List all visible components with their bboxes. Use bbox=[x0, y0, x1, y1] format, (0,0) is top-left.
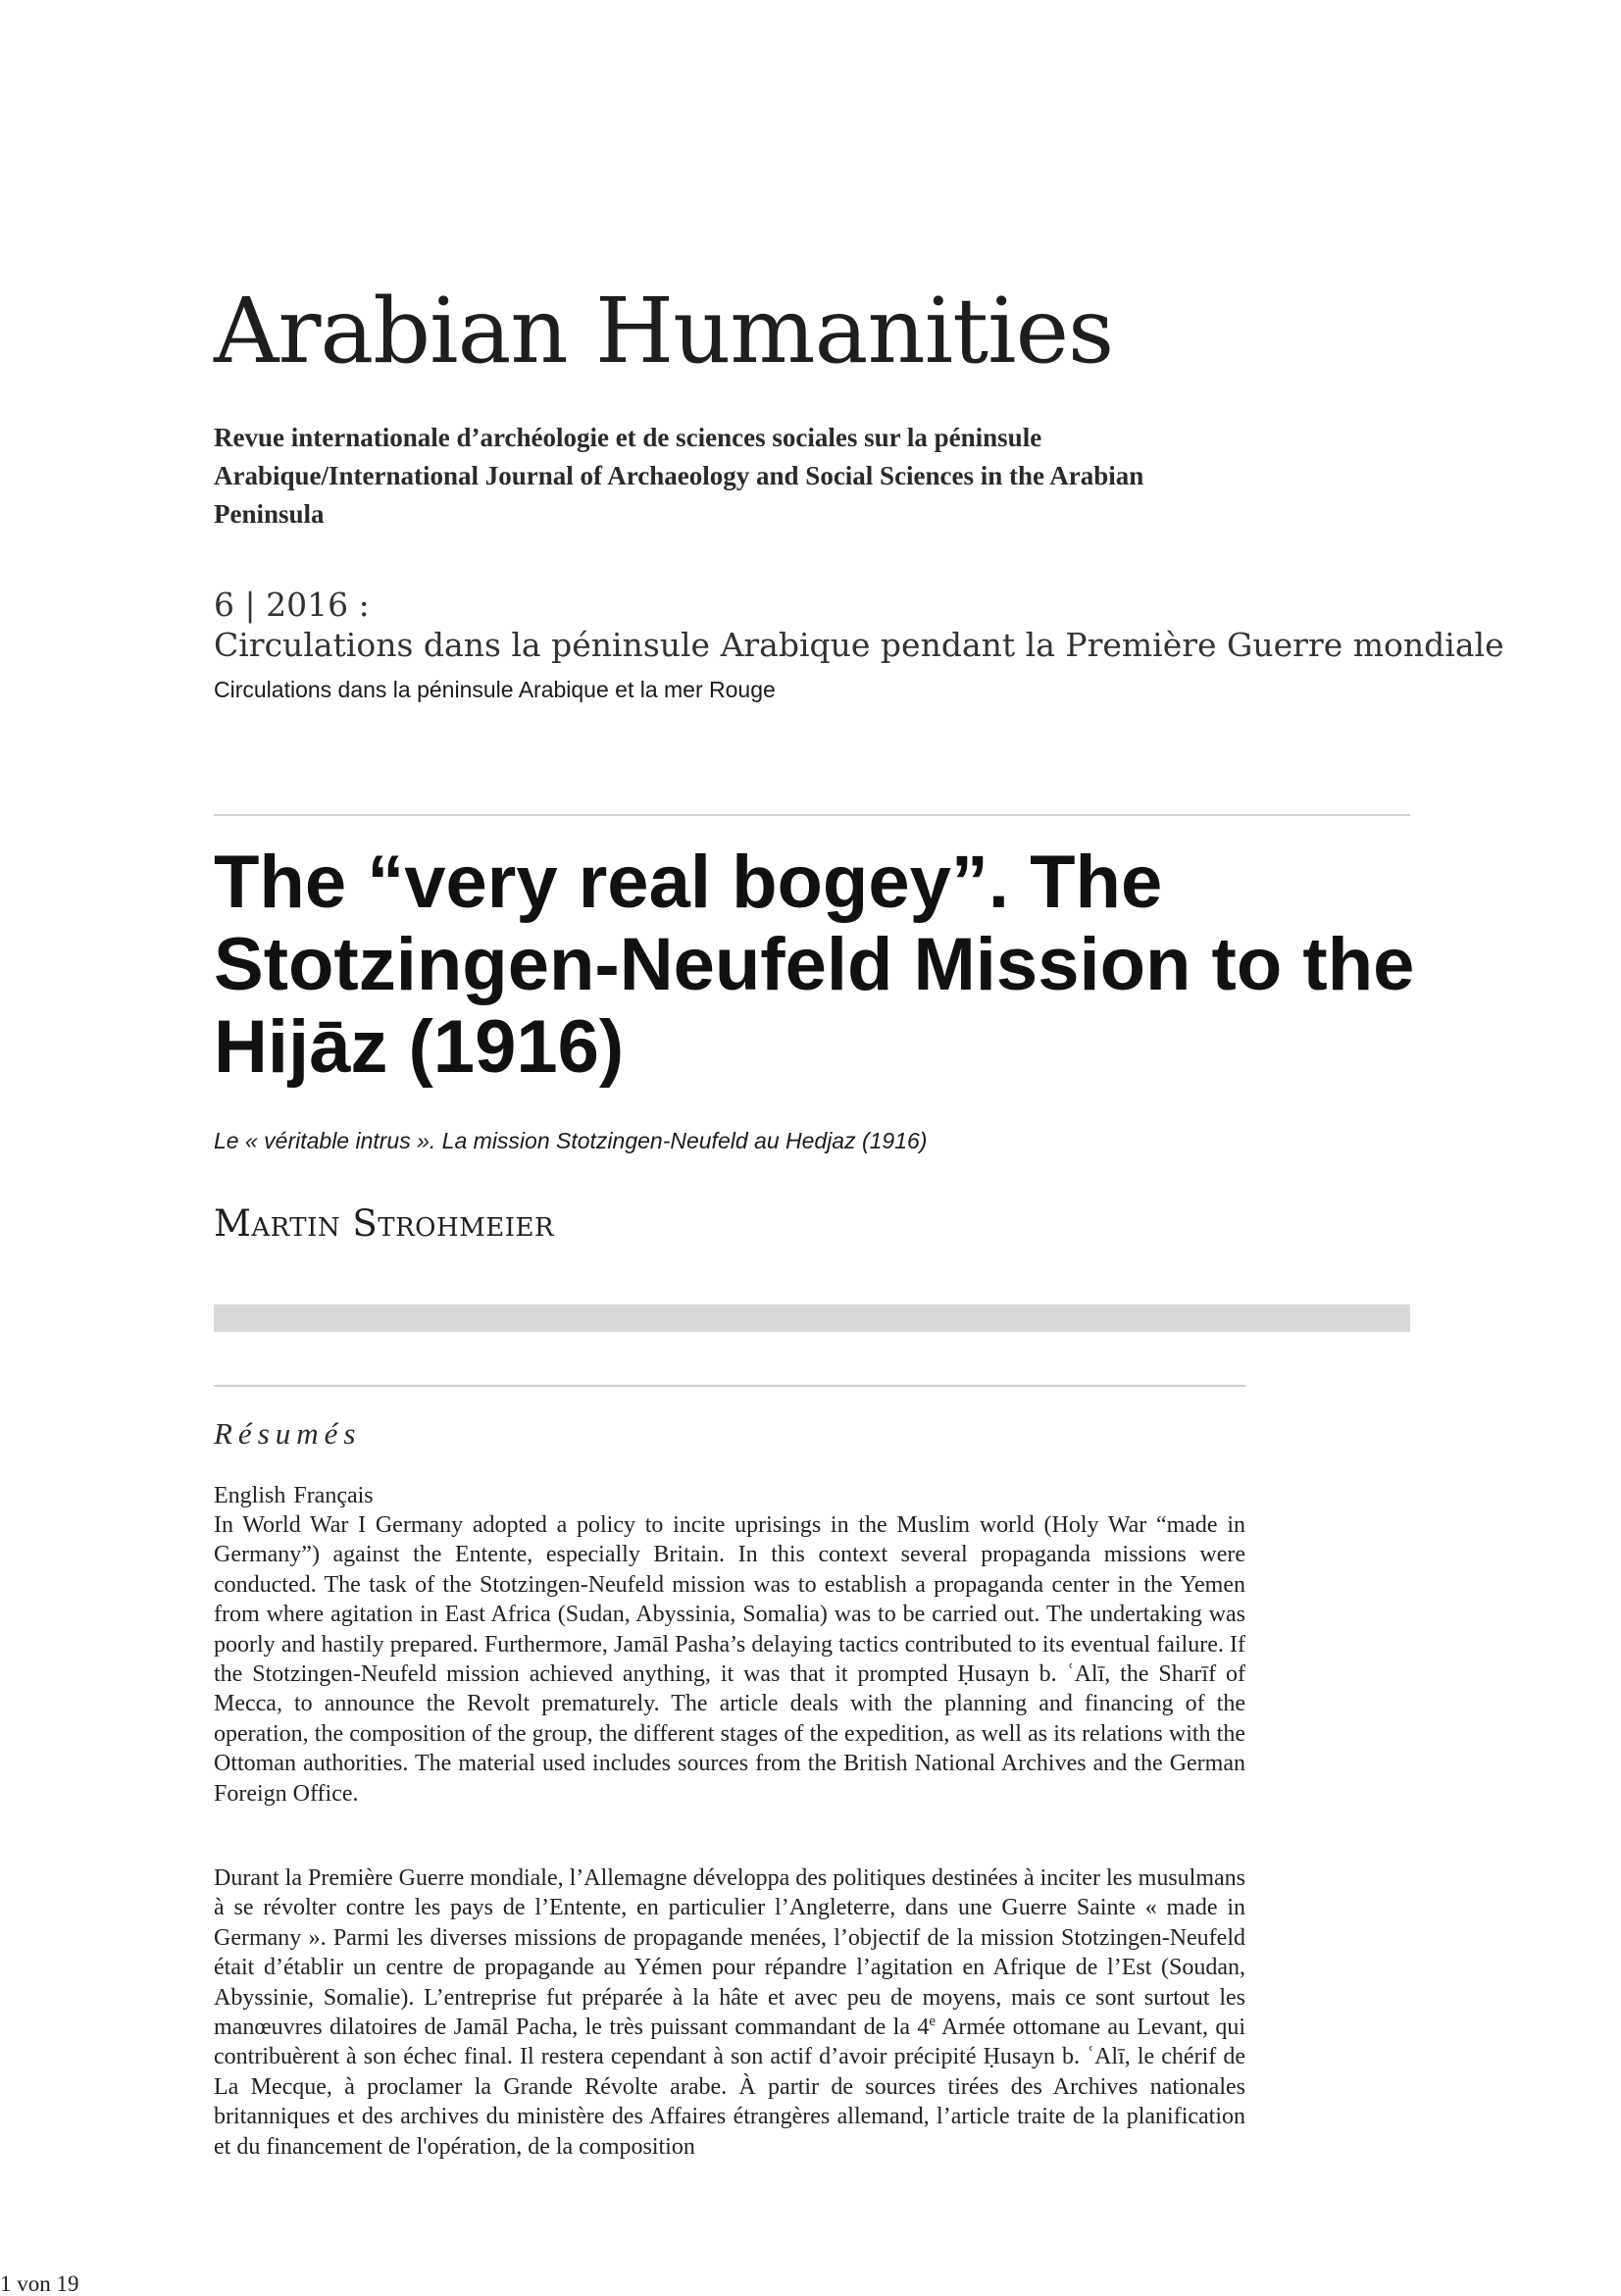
abstract-french-text: Armée ottomane au Levant, qui contribuèrent à son échec final. Il restera cependant à son actif d’avoir précipité Ḥusayn b. ʿAlī, le chérif de La Mecque, à proclamer la Grande Révolte arabe. À partir de sources tirées des Archives nationales britanniques et des archives du ministère des Affaires étrangères allemand, l’article traite de la planification et du financement de l'opération, de la composition bbox=[214, 2015, 1245, 2160]
abstract-french-text: Durant la Première Guerre mondiale, l’Allemagne développa des politiques destinées à inciter les musulmans à se révolter contre les pays de l’Entente, en particulier l’Angleterre, dans une Guerre Sainte « made in Germany ». Parmi les diverses missions de propagande menées, l’objectif de la mission Stotzingen-Neufeld était d’établir un centre de propagande au Yémen pour répandre l’agitation en Afrique de l’Est (Soudan, Abyssinie, Somalie). L’entreprise fut préparée à la hâte et avec peu de moyens, mais ce sont surtout les manœuvres dilatoires de Jamāl Pacha, le très puissant commandant de la 4 bbox=[214, 1865, 1245, 2041]
issue-title[interactable]: Circulations dans la péninsule Arabique pendant la Première Guerre mondiale bbox=[214, 626, 1504, 664]
journal-title: Arabian Humanities bbox=[214, 279, 1114, 383]
ordinal-superscript: e bbox=[929, 2014, 936, 2030]
issue-subtitle: Circulations dans la péninsule Arabique et la mer Rouge bbox=[214, 677, 776, 702]
journal-subtitle: Revue internationale d’archéologie et de sciences sociales sur la péninsule Arabique/International Journal of Archaeology and Social Sciences in the Arabian Peninsula bbox=[214, 423, 1144, 529]
issue-number: 6 | 2016 : bbox=[214, 586, 370, 624]
abstract-english: In World War I Germany adopted a policy to incite uprisings in the Muslim world (Holy War “made in Germany”) against the Entente, especially Britain. In this context several propaganda missions were conducted. The task of the Stotzingen-Neufeld mission was to establish a propaganda center in the Yemen from where agitation in East Africa (Sudan, Abyssinia, Somalia) was to be carried out. The undertaking was poorly and hastily prepared. Furthermore, Jamāl Pasha’s delaying tactics contributed to its eventual failure. If the Stotzingen-Neufeld mission achieved anything, it was that it prompted Ḥusayn b. ʿAlī, the Sharīf of Mecca, to announce the Revolt prematurely. The article deals with the planning and financing of the operation, the composition of the group, the different stages of the expedition, as well as its relations with the Ottoman authorities. The material used includes sources from the British National Archives and the German Foreign Office. bbox=[214, 1512, 1245, 1807]
language-switcher bbox=[214, 1481, 381, 1510]
divider bbox=[214, 1385, 1245, 1387]
abstract-french bbox=[214, 1863, 1245, 2162]
page-counter: 1 von 19 bbox=[0, 2271, 79, 2296]
language-link-francais[interactable]: Français bbox=[293, 1483, 374, 1508]
article-alt-title: Le « véritable intrus ». La mission Stotzingen-Neufeld au Hedjaz (1916) bbox=[214, 1128, 928, 1153]
article-title: The “very real bogey”. The Stotzingen-Neufeld Mission to the Hijāz (1916) bbox=[214, 841, 1415, 1089]
section-heading-resumes: Résumés bbox=[214, 1416, 362, 1451]
divider bbox=[214, 814, 1410, 816]
language-link-english[interactable]: English bbox=[214, 1483, 286, 1508]
author-name[interactable]: Martin Strohmeier bbox=[214, 1202, 555, 1245]
separator-bar bbox=[214, 1304, 1410, 1332]
